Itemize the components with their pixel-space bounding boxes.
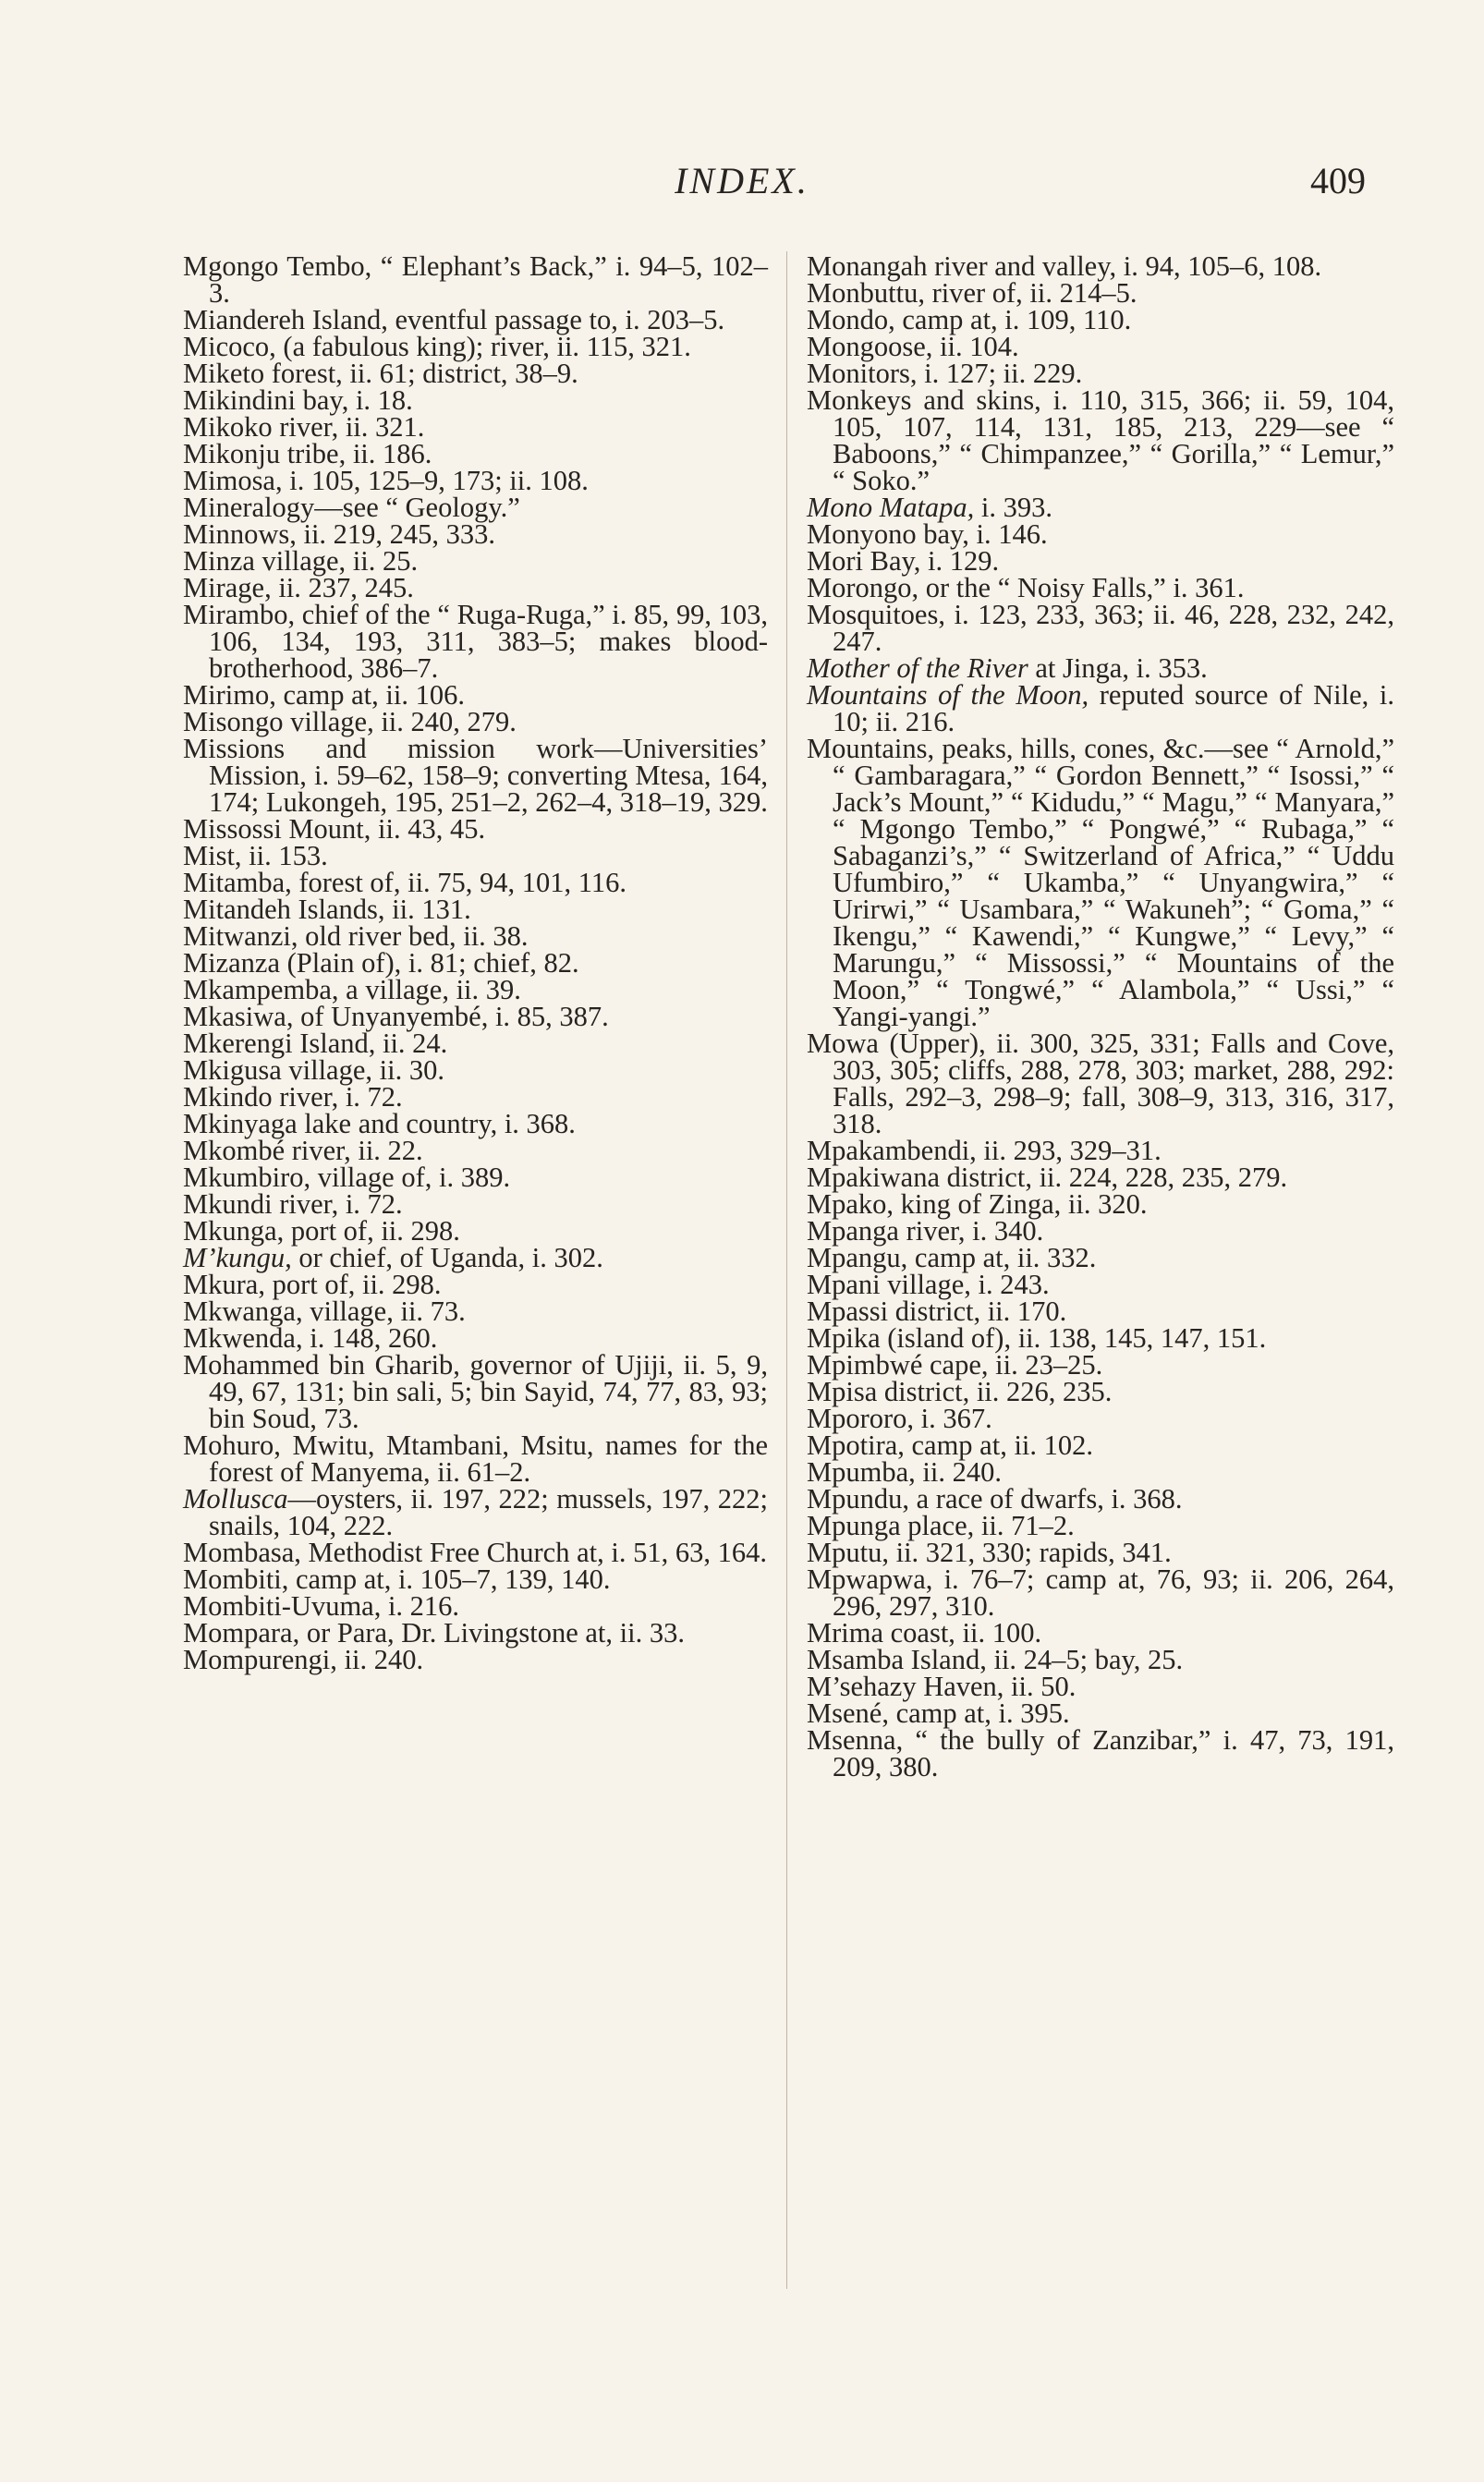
index-entry <box>183 384 768 416</box>
index-entry-text: Mpunga place, ii. 71–2. <box>807 1510 1075 1541</box>
index-entry <box>807 360 1394 387</box>
index-entry <box>183 706 768 737</box>
index-entry <box>807 1164 1394 1191</box>
index-entry <box>807 1405 1394 1432</box>
index-entry-text: Msamba Island, ii. 24–5; bay, 25. <box>807 1644 1184 1675</box>
index-entry <box>183 331 768 362</box>
index-entry-text: Mrima coast, ii. 100. <box>807 1617 1042 1649</box>
index-entry-text: Mikoko river, ii. 321. <box>183 411 425 443</box>
index-entry-text: Monbuttu, river of, ii. 214–5. <box>807 277 1137 309</box>
index-entry-text: Msenna, “ the bully of Zanzibar,” i. 47, 73, 191, 209, 380. <box>807 1724 1394 1782</box>
index-entry <box>807 1135 1394 1166</box>
index-entry <box>807 652 1394 684</box>
index-entry <box>807 1242 1394 1273</box>
index-entry <box>807 1349 1394 1381</box>
index-entry <box>183 1644 768 1675</box>
index-entry-italic-term: Mono Matapa, <box>807 492 975 523</box>
index-entry <box>183 679 768 711</box>
index-entry-text: Mgongo Tembo, “ Elephant’s Back,” i. 94–5, 102–3. <box>183 250 768 309</box>
index-entry-text: Mpako, king of Zinga, ii. 320. <box>807 1188 1148 1220</box>
index-entry-text: Mkerengi Island, ii. 24. <box>183 1028 448 1059</box>
index-entry <box>807 1563 1394 1622</box>
index-entry <box>183 494 768 521</box>
index-entry-text: Mori Bay, i. 129. <box>807 545 1000 577</box>
index-entry-text: Mohuro, Mwitu, Mtambani, Msitu, names for the forest of Manyema, ii. 61–2. <box>183 1430 768 1488</box>
index-entry-text: Mkwanga, village, ii. 73. <box>183 1296 466 1327</box>
index-entry <box>183 1215 768 1247</box>
index-entry <box>183 1617 768 1649</box>
index-entry <box>183 1081 768 1113</box>
index-entry-text: Mpangu, camp at, ii. 332. <box>807 1242 1097 1273</box>
index-entry <box>807 1298 1394 1325</box>
index-entry-text: Mombiti-Uvuma, i. 216. <box>183 1590 460 1622</box>
index-entry <box>183 360 768 387</box>
index-entry-text: Mpakiwana district, ii. 224, 228, 235, 279. <box>807 1162 1288 1193</box>
index-entry-text: at Jinga, i. 353. <box>1028 652 1208 684</box>
index-entry-text: Micoco, (a fabulous king); river, ii. 115, 321. <box>183 331 691 362</box>
index-entry-text: Mkinyaga lake and country, i. 368. <box>183 1108 576 1139</box>
index-entry-text: Mpotira, camp at, ii. 102. <box>807 1430 1094 1461</box>
index-entry-text: Mkura, port of, ii. 298. <box>183 1269 442 1300</box>
index-entry-text: Minza village, ii. 25. <box>183 545 419 577</box>
index-entry <box>183 465 768 496</box>
index-entry-text: Mikindini bay, i. 18. <box>183 384 413 416</box>
index-entry-text: Mikonju tribe, ii. 186. <box>183 438 432 469</box>
index-entry-text: Msené, camp at, i. 395. <box>807 1697 1070 1729</box>
index-entry-text: Mpakambendi, ii. 293, 329–31. <box>807 1135 1162 1166</box>
index-entry <box>807 277 1394 309</box>
index-entry-text: Mpumba, ii. 240. <box>807 1456 1002 1488</box>
index-entry-text: Mpani village, i. 243. <box>807 1269 1050 1300</box>
index-entry <box>183 1188 768 1220</box>
index-entry-text: Mpika (island of), ii. 138, 145, 147, 151. <box>807 1322 1267 1354</box>
index-entry-italic-term: Mountains of the Moon, <box>807 679 1089 711</box>
index-entry-text: Monkeys and skins, i. 110, 315, 366; ii. 59, 104, 105, 107, 114, 131, 185, 213, 229—see “ Baboons,” “ Chimpanzee,” “ Gorilla,” “ Lemur,” “ Soko.” <box>807 384 1394 496</box>
index-entry <box>183 733 768 818</box>
index-entry <box>183 840 768 871</box>
index-entry <box>807 250 1394 282</box>
index-entry-text: Mizanza (Plain of), i. 81; chief, 82. <box>183 947 579 979</box>
index-entry-text: Mpimbwé cape, ii. 23–25. <box>807 1349 1103 1381</box>
index-entry-text: Miandereh Island, eventful passage to, i. 203–5. <box>183 304 725 335</box>
index-entry-text: Mongoose, ii. 104. <box>807 331 1019 362</box>
index-entry-text: Monyono bay, i. 146. <box>807 518 1048 550</box>
index-entry-text: M’sehazy Haven, ii. 50. <box>807 1671 1077 1702</box>
index-entry-text: Mkumbiro, village of, i. 389. <box>183 1162 511 1193</box>
index-entry <box>183 1242 768 1273</box>
index-entry <box>183 1322 768 1354</box>
index-entry <box>183 1432 768 1486</box>
index-entry-italic-term: M’kungu, <box>183 1242 292 1273</box>
index-entry <box>183 1164 768 1191</box>
index-entry-text: Mompurengi, ii. 240. <box>183 1644 424 1675</box>
index-entry <box>807 1376 1394 1407</box>
index-entry-text: Mkindo river, i. 72. <box>183 1081 403 1113</box>
index-entry <box>807 1644 1394 1675</box>
index-entry <box>183 867 768 898</box>
index-entry <box>807 1539 1394 1566</box>
index-entry-text: Mkunga, port of, ii. 298. <box>183 1215 460 1247</box>
index-entry-text: Morongo, or the “ Noisy Falls,” i. 361. <box>807 572 1245 603</box>
index-entry-text: Mkombé river, ii. 22. <box>183 1135 423 1166</box>
index-entry-text: Mpisa district, ii. 226, 235. <box>807 1376 1113 1407</box>
index-entry <box>807 733 1394 1032</box>
index-entry <box>183 599 768 684</box>
index-entry-text: Mowa (Upper), ii. 300, 325, 331; Falls and Cove, 303, 305; cliffs, 288, 278, 303; market, 288, 292: Falls, 292–3, 298–9; fall, 308–9, 313, 316, 317, 318. <box>807 1028 1394 1139</box>
index-entry-text: Mineralogy—see “ Geology.” <box>183 492 520 523</box>
index-entry-text: Mpassi district, ii. 170. <box>807 1296 1067 1327</box>
index-entry-text: Mohammed bin Gharib, governor of Ujiji, ii. 5, 9, 49, 67, 131; bin sali, 5; bin Sayid, 74, 77, 83, 93; bin Soud, 73. <box>183 1349 768 1434</box>
index-entry-text: Monangah river and valley, i. 94, 105–6, 108. <box>807 250 1322 282</box>
index-entry-italic-term: Mollusca <box>183 1483 288 1515</box>
index-entry-text: Mkasiwa, of Unyanyembé, i. 85, 387. <box>183 1001 609 1032</box>
index-entry <box>807 679 1394 737</box>
index-entry <box>183 1135 768 1166</box>
index-column-right <box>807 250 1394 1782</box>
index-entry <box>807 384 1394 496</box>
index-entry <box>183 1108 768 1139</box>
index-entry-text: Mkundi river, i. 72. <box>183 1188 403 1220</box>
index-entry-text: Mitwanzi, old river bed, ii. 38. <box>183 920 529 952</box>
index-entry-text: Missions and mission work—Universities’ Mission, i. 59–62, 158–9; converting Mtesa, 164, 174; Lukongeh, 195, 251–2, 262–4, 318–19, 329. <box>183 733 768 818</box>
index-entry <box>183 1349 768 1434</box>
index-entry-text: Mountains, peaks, hills, cones, &c.—see “ Arnold,” “ Gambaragara,” “ Gordon Bennett,” “ Isossi,” “ Jack’s Mount,” “ Kidudu,” “ Magu,” “ Manyara,” “ Mgongo Tembo,” “ Pongwé,” “ Rubaga,” “ Sabaganzi’s,” “ Switzerland of Africa,” “ Uddu Ufumbiro,” “ Ukamba,” “ Unyangwira,” “ Urirwi,” “ Usambara,” “ Wakuneh”; “ Goma,” “ Ikengu,” “ Kawendi,” “ Kungwe,” “ Levy,” “ Marungu,” “ Missossi,” “ Mountains of the Moon,” “ Tongwé,” “ Alambola,” “ Ussi,” “ Yangi-yangi.” <box>807 733 1394 1032</box>
index-entry-text: Mpundu, a race of dwarfs, i. 368. <box>807 1483 1183 1515</box>
index-entry-text: Mkigusa village, ii. 30. <box>183 1054 444 1086</box>
index-entry <box>807 518 1394 550</box>
index-entry-text: Mkwenda, i. 148, 260. <box>183 1322 438 1354</box>
index-entry <box>183 1563 768 1595</box>
index-entry-text: Mitandeh Islands, ii. 131. <box>183 894 471 925</box>
index-entry-text: Mimosa, i. 105, 125–9, 173; ii. 108. <box>183 465 589 496</box>
index-entry <box>807 572 1394 603</box>
index-entry-text: Mondo, camp at, i. 109, 110. <box>807 304 1132 335</box>
index-entry <box>807 304 1394 335</box>
index-entry-text: Mirambo, chief of the “ Ruga-Ruga,” i. 85, 99, 103, 106, 134, 193, 311, 383–5; makes blood-brotherhood, 386–7. <box>183 599 768 684</box>
index-entry <box>807 1617 1394 1649</box>
index-entry <box>807 1271 1394 1298</box>
index-entry-text: i. 393. <box>974 492 1053 523</box>
index-entry <box>807 1322 1394 1354</box>
index-entry <box>807 599 1394 657</box>
column-divider <box>786 251 787 2289</box>
index-entry <box>183 1271 768 1298</box>
index-entry <box>183 1539 768 1566</box>
index-entry-text: Mompara, or Para, Dr. Livingstone at, ii. 33. <box>183 1617 685 1649</box>
index-entry-text: —oysters, ii. 197, 222; mussels, 197, 222; snails, 104, 222. <box>209 1483 768 1541</box>
index-entry-text: Mosquitoes, i. 123, 233, 363; ii. 46, 228, 232, 242, 247. <box>807 599 1394 657</box>
index-entry <box>807 1483 1394 1515</box>
index-entry <box>807 1432 1394 1459</box>
index-entry <box>183 545 768 577</box>
index-entry <box>183 896 768 923</box>
index-entry <box>183 1590 768 1622</box>
index-entry-text: Missossi Mount, ii. 43, 45. <box>183 813 486 845</box>
index-entry-text: Misongo village, ii. 240, 279. <box>183 706 517 737</box>
index-entry-text: Monitors, i. 127; ii. 229. <box>807 358 1083 389</box>
index-entry-text: Mirage, ii. 237, 245. <box>183 572 414 603</box>
index-entry-text: Mirimo, camp at, ii. 106. <box>183 679 465 711</box>
index-entry-text: Mombiti, camp at, i. 105–7, 139, 140. <box>183 1563 611 1595</box>
index-entry <box>183 1483 768 1541</box>
index-entry <box>183 438 768 469</box>
index-column-left <box>183 250 768 1675</box>
index-entry <box>807 1724 1394 1782</box>
index-entry <box>807 1697 1394 1729</box>
index-entry-text: reputed source of Nile, i. 10; ii. 216. <box>833 679 1394 737</box>
index-entry <box>183 1001 768 1032</box>
index-entry <box>807 1510 1394 1541</box>
index-entry-text: Mpanga river, i. 340. <box>807 1215 1044 1247</box>
index-entry <box>183 813 768 845</box>
index-entry <box>807 1673 1394 1700</box>
index-entry <box>183 304 768 335</box>
index-entry <box>807 545 1394 577</box>
index-entry <box>807 1215 1394 1247</box>
index-entry <box>183 947 768 979</box>
index-entry <box>807 1030 1394 1138</box>
index-entry-text: Mputu, ii. 321, 330; rapids, 341. <box>807 1537 1172 1568</box>
index-entry <box>807 331 1394 362</box>
index-entry <box>183 411 768 443</box>
index-entry-text: Minnows, ii. 219, 245, 333. <box>183 518 496 550</box>
running-head: INDEX. <box>675 160 809 201</box>
index-entry-text: Mkampemba, a village, ii. 39. <box>183 974 521 1005</box>
index-entry-text: Mombasa, Methodist Free Church at, i. 51, 63, 164. <box>183 1537 767 1568</box>
index-entry <box>183 974 768 1005</box>
index-entry-text: or chief, of Uganda, i. 302. <box>291 1242 603 1273</box>
index-entry <box>183 1030 768 1057</box>
index-entry-text: Mpororo, i. 367. <box>807 1403 992 1434</box>
index-entry <box>183 1054 768 1086</box>
index-entry <box>807 1456 1394 1488</box>
index-entry <box>183 250 768 309</box>
index-entry-text: Mist, ii. 153. <box>183 840 328 871</box>
page-number: 409 <box>1310 160 1366 201</box>
index-entry <box>183 572 768 603</box>
index-entry <box>183 920 768 952</box>
index-entry <box>807 1188 1394 1220</box>
index-entry-italic-term: Mother of the River <box>807 652 1028 684</box>
index-entry <box>807 494 1394 521</box>
index-entry-text: Mitamba, forest of, ii. 75, 94, 101, 116. <box>183 867 627 898</box>
index-entry-text: Miketo forest, ii. 61; district, 38–9. <box>183 358 578 389</box>
index-entry <box>183 1298 768 1325</box>
index-entry-text: Mpwapwa, i. 76–7; camp at, 76, 93; ii. 206, 264, 296, 297, 310. <box>807 1563 1394 1622</box>
index-entry <box>183 518 768 550</box>
